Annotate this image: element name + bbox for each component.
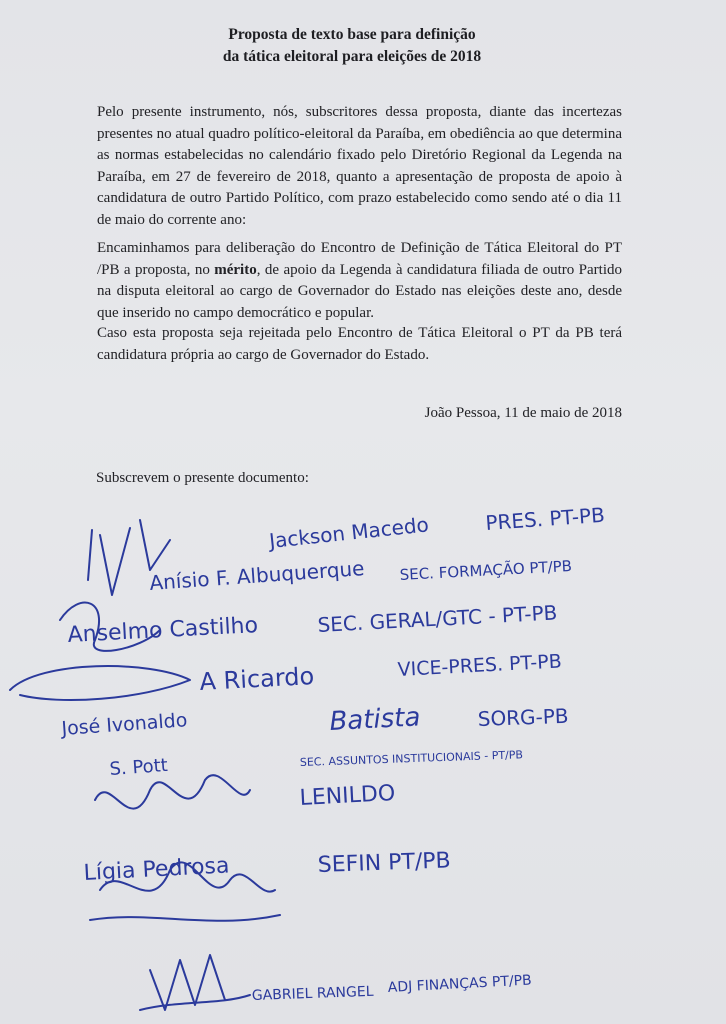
signature-scribble-4 — [95, 775, 250, 808]
signature-1-role: PRES. PT-PB — [484, 502, 606, 535]
signature-3-role: SEC. GERAL/GTC - PT-PB — [317, 600, 558, 637]
signature-4-role: VICE-PRES. PT-PB — [397, 650, 563, 681]
signature-3-name: Anselmo Castilho — [67, 613, 259, 648]
date-line: João Pessoa, 11 de maio de 2018 — [424, 405, 622, 421]
signature-7-name: S. Pott — [108, 754, 169, 780]
signature-scribble-6 — [140, 955, 250, 1010]
title-line-2: da tática eleitoral para eleições de 2018 — [222, 48, 482, 65]
signature-2-role: SEC. FORMAÇÃO PT/PB — [399, 556, 573, 584]
signature-2-name: Anísio F. Albuquerque — [148, 556, 366, 595]
signature-1-name: Jackson Macedo — [268, 512, 430, 553]
paragraph-2 — [97, 238, 622, 324]
signatures-area — [0, 500, 726, 1024]
signature-4-name: A Ricardo — [198, 662, 315, 696]
paragraph-1: Pelo presente instrumento, nós, subscritores dessa proposta, diante das incertezas presentes no atual quadro político-eleitoral da Paraíba, em obediência ao que determina as normas estabelecidas no calendário fixado pelo Diretório Regional da Legenda na Paraíba, em 27 de fevereiro de 2018, quanto a apresentação de proposta de apoio à candidatura de outro Partido Político, com prazo estabelecido como sendo até o dia 11 de maio do corrente ano: — [97, 104, 622, 228]
signature-9-role: SEFIN PT/PB — [317, 848, 452, 878]
subscribe-label: Subscrevem o presente documento: — [96, 470, 309, 486]
signature-10-name: Gabriel Rangel — [251, 983, 374, 1004]
paragraph-2-start: Encaminhamos para deliberação do Encontro de Definição de Tática Eleitoral do PT /PB a proposta, no — [97, 240, 622, 278]
signature-9-name: Lígia Pedrosa — [83, 853, 230, 886]
signature-6-role: SORG-PB — [477, 703, 569, 731]
paragraph-2-bold-word: mérito — [214, 261, 257, 278]
signature-6-name: Batista — [328, 702, 422, 737]
paragraph-3: Caso esta proposta seja rejeitada pelo Encontro de Tática Eleitoral o PT da PB terá candidatura própria ao cargo de Governador do Estado. — [97, 325, 622, 363]
paragraph-2-end: , de apoio da Legenda à candidatura filiada de outro Partido na disputa eleitoral ao cargo de Governador do Estado nas eleições deste ano, desde que inserido no campo democrático e popular. — [97, 261, 622, 321]
signature-5-name: José Ivonaldo — [60, 709, 189, 740]
document-title — [0, 24, 726, 68]
signature-10-role: ADJ FINANÇAS PT/PB — [387, 972, 533, 996]
signature-8-name: Lenildo — [299, 781, 396, 811]
signature-7-role: SEC. ASSUNTOS INSTITUCIONAIS - PT/PB — [299, 748, 524, 769]
signature-scribble-3 — [10, 666, 190, 700]
title-line-1: Proposta de texto base para definição — [228, 26, 476, 43]
